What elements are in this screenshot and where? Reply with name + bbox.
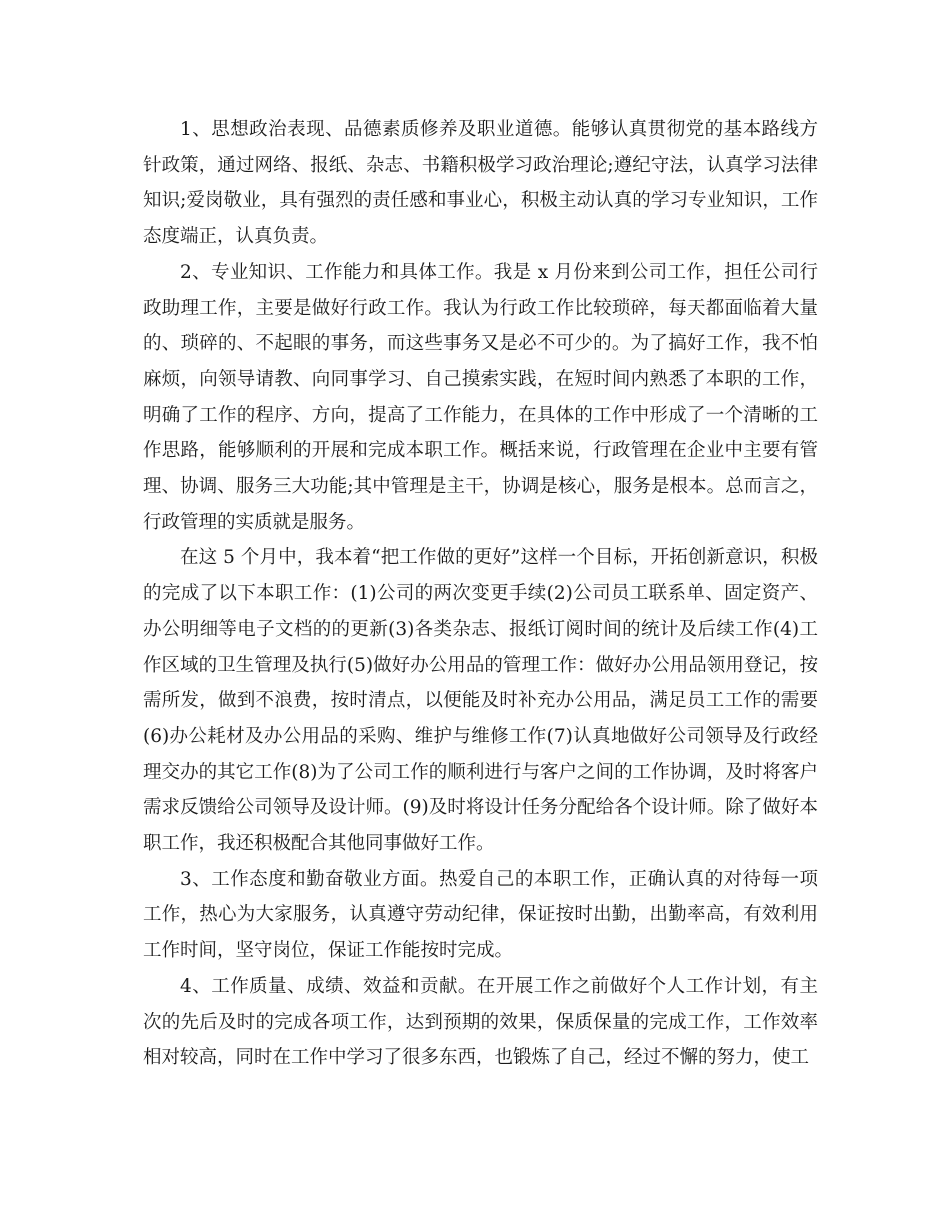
paragraph-work-quality: 4、工作质量、成绩、效益和贡献。在开展工作之前做好个人工作计划，有主次的先后及时的完成各项工作，达到预期的效果，保质保量的完成工作，工作效率相对较高，同时在工作中学习了很多东西，也锻炼了自己，经过不懈的努力，使工 [143,975,818,1069]
document-body [143,112,818,1076]
paragraph-professional-knowledge: 2、专业知识、工作能力和具体工作。我是 x 月份来到公司工作，担任公司行政助理工作，主要是做好行政工作。我认为行政工作比较琐碎，每天都面临着大量的、琐碎的、不起眼的事务，而这些事务又是必不可少的。为了搞好工作，我不怕麻烦，向领导请教、向同事学习、自己摸索实践，在短时间内熟悉了本职的工作，明确了工作的程序、方向，提高了工作能力，在具体的工作中形成了一个清晰的工作思路，能够顺利的开展和完成本职工作。概括来说，行政管理在企业中主要有管理、协调、服务三大功能;其中管理是主干，协调是核心，服务是根本。总而言之，行政管理的实质就是服务。 [143,261,818,533]
paragraph-work-attitude: 3、工作态度和勤奋敬业方面。热爱自己的本职工作，正确认真的对待每一项工作，热心为大家服务，认真遵守劳动纪律，保证按时出勤，出勤率高，有效利用工作时间，坚守岗位，保证工作能按时完成。 [143,868,818,962]
paragraph-five-month-work: 在这 5 个月中，我本着“把工作做的更好”这样一个目标，开拓创新意识，积极的完成了以下本职工作：(1)公司的两次变更手续(2)公司员工联系单、固定资产、办公明细等电子文档的的更新(3)各类杂志、报纸订阅时间的统计及后续工作(4)工作区域的卫生管理及执行(5)做好办公用品的管理工作：做好办公用品领用登记，按需所发，做到不浪费，按时清点，以便能及时补充办公用品，满足员工工作的需要(6)办公耗材及办公用品的采购、维护与维修工作(7)认真地做好公司领导及行政经理交办的其它工作(8)为了公司工作的顺利进行与客户之间的工作协调，及时将客户需求反馈给公司领导及设计师。(9)及时将设计任务分配给各个设计师。除了做好本职工作，我还积极配合其他同事做好工作。 [143,547,818,855]
paragraph-political-performance: 1、思想政治表现、品德素质修养及职业道德。能够认真贯彻党的基本路线方针政策，通过网络、报纸、杂志、书籍积极学习政治理论;遵纪守法，认真学习法律知识;爱岗敬业，具有强烈的责任感和事业心，积极主动认真的学习专业知识，工作态度端正，认真负责。 [143,119,818,248]
